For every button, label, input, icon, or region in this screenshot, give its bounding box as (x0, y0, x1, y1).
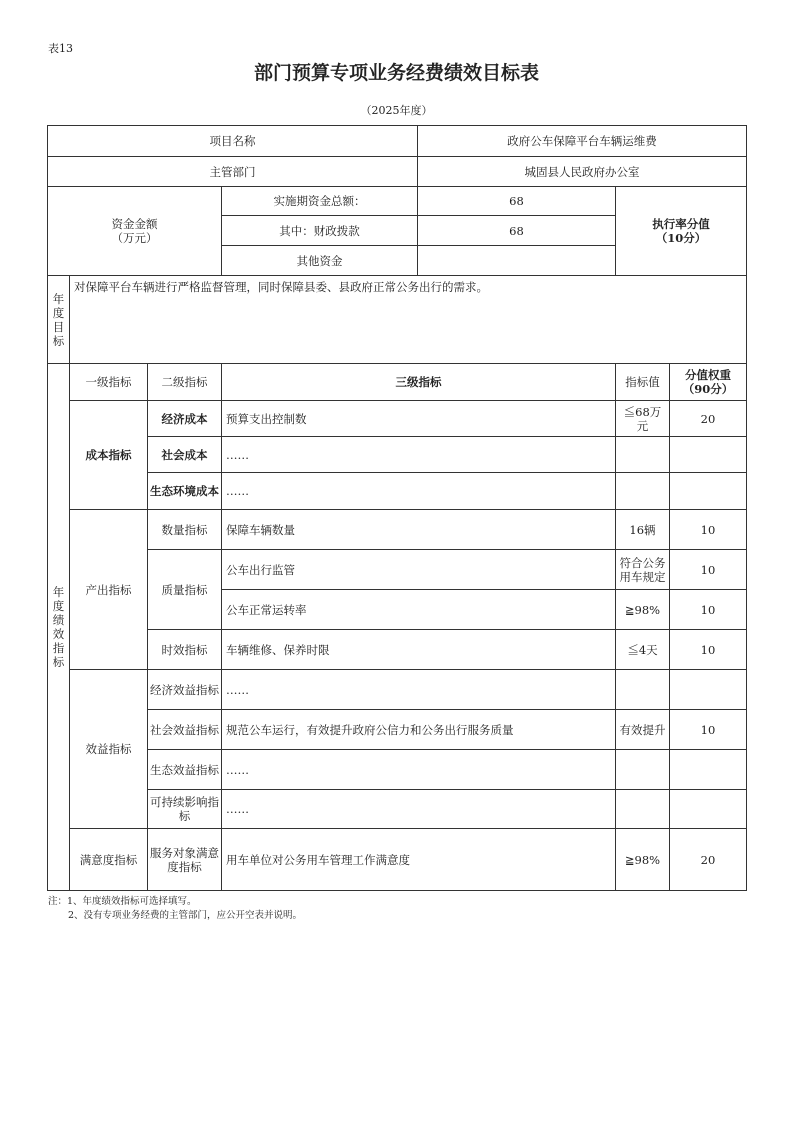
weight-cell: 20 (670, 401, 747, 437)
level2-cell: 生态环境成本 (148, 473, 222, 510)
table-row (48, 790, 747, 829)
execution-rate-score: 执行率分值 （10分） (616, 187, 747, 276)
project-value: 政府公车保障平台车辆运维费 (418, 126, 747, 157)
weight-cell: 10 (670, 510, 747, 550)
table-row (48, 510, 747, 550)
level2-cell: 社会成本 (148, 437, 222, 473)
level2-cell: 社会效益指标 (148, 710, 222, 750)
value-cell (616, 473, 670, 510)
value-cell (616, 670, 670, 710)
performance-target-table (47, 125, 747, 891)
level3-cell: …… (222, 790, 616, 829)
level3-cell: 用车单位对公务用车管理工作满意度 (222, 829, 616, 891)
level2-cell: 生态效益指标 (148, 750, 222, 790)
weight-cell: 10 (670, 630, 747, 670)
value-cell: ≧98% (616, 829, 670, 891)
value-cell: 有效提升 (616, 710, 670, 750)
annual-goal-text: 对保障平台车辆进行严格监督管理，同时保障县委、县政府正常公务出行的需求。 (70, 276, 747, 364)
year-label: （2025年度） (360, 104, 433, 117)
table-row (48, 710, 747, 750)
note-line-2: 2、没有专项业务经费的主管部门，应公开空表并说明。 (68, 910, 303, 921)
header-level1: 一级指标 (70, 364, 148, 401)
header-level3: 三级指标 (222, 364, 616, 401)
level3-cell: 公车正常运转率 (222, 590, 616, 630)
level2-cell: 可持续影响指标 (148, 790, 222, 829)
value-cell: ≧98% (616, 590, 670, 630)
level3-cell: …… (222, 750, 616, 790)
weight-cell: 20 (670, 829, 747, 891)
value-cell: ≦4天 (616, 630, 670, 670)
value-cell: ≦68万元 (616, 401, 670, 437)
value-cell (616, 437, 670, 473)
funds-total-value: 68 (418, 187, 616, 216)
level3-cell: 预算支出控制数 (222, 401, 616, 437)
level3-cell: 规范公车运行，有效提升政府公信力和公务出行服务质量 (222, 710, 616, 750)
table-row (48, 630, 747, 670)
note-line-1: 注：1、年度绩效指标可选择填写。 (48, 896, 197, 907)
funds-label: 资金金额 （万元） (48, 187, 222, 276)
page-title: 部门预算专项业务经费绩效目标表 (253, 62, 539, 84)
dept-label: 主管部门 (48, 157, 418, 187)
level3-cell: …… (222, 670, 616, 710)
funds-other-value (418, 246, 616, 276)
level2-cell: 经济效益指标 (148, 670, 222, 710)
dept-row (48, 157, 747, 187)
funds-fiscal-value: 68 (418, 216, 616, 246)
weight-cell (670, 790, 747, 829)
table-number: 表13 (48, 42, 73, 55)
level3-cell: …… (222, 473, 616, 510)
cost-indicator-label: 成本指标 (70, 401, 148, 510)
value-cell: 16辆 (616, 510, 670, 550)
weight-cell: 10 (670, 590, 747, 630)
weight-cell (670, 750, 747, 790)
value-cell: 符合公务用车规定 (616, 550, 670, 590)
weight-cell (670, 437, 747, 473)
header-weight: 分值权重 （90分） (670, 364, 747, 401)
table-row (48, 750, 747, 790)
weight-cell (670, 473, 747, 510)
level2-cell: 时效指标 (148, 630, 222, 670)
level3-cell: 公车出行监管 (222, 550, 616, 590)
output-indicator-label: 产出指标 (70, 510, 148, 670)
table-row (48, 829, 747, 891)
level3-cell: …… (222, 437, 616, 473)
weight-cell: 10 (670, 710, 747, 750)
table-row (48, 473, 747, 510)
funds-other-label: 其他资金 (222, 246, 418, 276)
notes (48, 895, 302, 923)
header-value: 指标值 (616, 364, 670, 401)
funds-fiscal-label: 其中：财政拨款 (222, 216, 418, 246)
project-label: 项目名称 (48, 126, 418, 157)
weight-cell: 10 (670, 550, 747, 590)
table-row (48, 437, 747, 473)
benefit-indicator-label: 效益指标 (70, 670, 148, 829)
table-row (48, 550, 747, 590)
level2-cell: 服务对象满意度指标 (148, 829, 222, 891)
level3-cell: 车辆维修、保养时限 (222, 630, 616, 670)
indicator-side-label: 年 度 绩 效 指 标 (48, 364, 70, 891)
value-cell (616, 750, 670, 790)
value-cell (616, 790, 670, 829)
project-row (48, 126, 747, 157)
annual-goal-label: 年 度 目 标 (48, 276, 70, 364)
satisfaction-indicator-label: 满意度指标 (70, 829, 148, 891)
weight-cell (670, 670, 747, 710)
indicator-header-row (48, 364, 747, 401)
dept-value: 城固县人民政府办公室 (418, 157, 747, 187)
annual-goal-row (48, 276, 747, 364)
table-row (48, 401, 747, 437)
level2-cell: 数量指标 (148, 510, 222, 550)
level2-cell: 质量指标 (148, 550, 222, 630)
funds-total-row (48, 187, 747, 216)
table-row (48, 670, 747, 710)
level3-cell: 保障车辆数量 (222, 510, 616, 550)
level2-cell: 经济成本 (148, 401, 222, 437)
funds-total-label: 实施期资金总额： (222, 187, 418, 216)
header-level2: 二级指标 (148, 364, 222, 401)
